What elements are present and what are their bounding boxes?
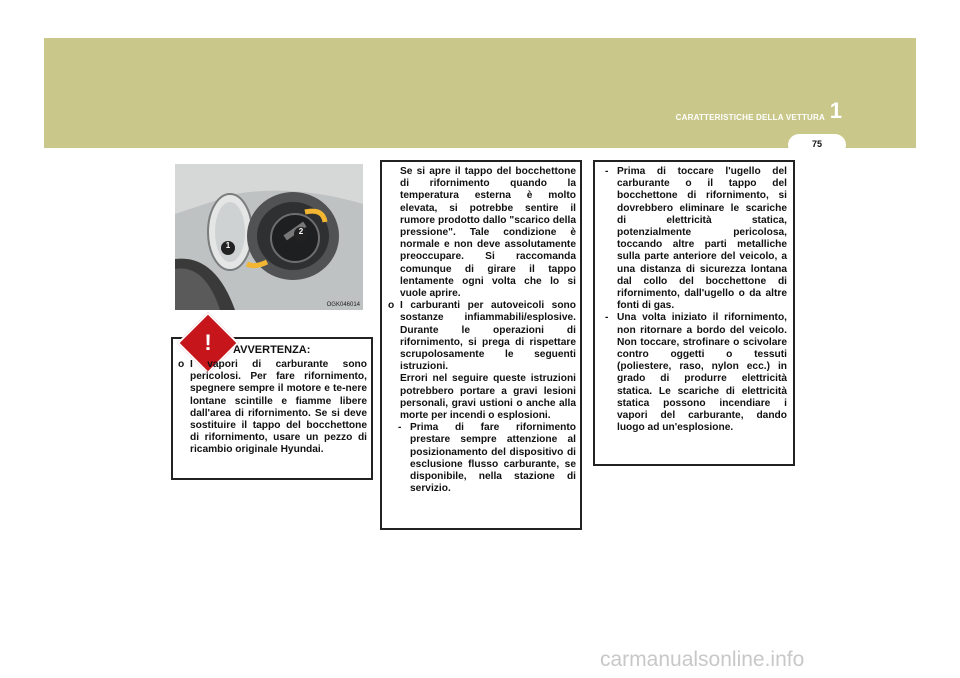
figure-code: OGK046014	[326, 302, 360, 308]
fuel-cap-photo	[175, 164, 363, 310]
dash-marker: -	[605, 312, 609, 324]
chapter-number: 1	[829, 98, 842, 123]
bullet-marker: o	[178, 359, 185, 370]
chapter-title: CARATTERISTICHE DELLA VETTURA	[675, 113, 825, 122]
middle-text-block	[388, 166, 576, 495]
middle-paragraph-3: Errori nel seguire queste istruzioni potrebbero portare a gravi lesioni personali, gravi ustioni o anche alla morte per incendi o esplosioni.	[400, 373, 576, 422]
middle-paragraph-4: Prima di fare rifornimento prestare sempre attenzione al posizionamento del dispositivo di esclusione flusso carburante, se disponibile, nella stazione di servizio.	[410, 422, 576, 495]
right-paragraph-2: Una volta iniziato il rifornimento, non ritornare a bordo del veicolo. Non toccare, strofinare o scivolare contro oggetti o tessuti (poliestere, raso, nylon ecc.) in grado di produrre elettricità statica. Le scariche di elettricità statica possono incendiare i vapori del carburante, dando luogo ad un'esplosione.	[617, 312, 787, 434]
warning-sign-icon: !	[177, 312, 239, 374]
middle-text-box	[380, 160, 582, 530]
middle-paragraph-2: I carburanti per autoveicoli sono sostanze infiammabili/esplosive. Durante le operazioni di rifornimento, si prega di rispettare scrupolosamente le seguenti istruzioni.	[400, 300, 576, 373]
right-paragraph-1: Prima di toccare l'ugello del carburante o il tappo del bocchettone di rifornimento, si dovrebbero eliminare le scariche di elettricità statica, potenzialmente pericolosa, toccando altre parti metalliche sulla parte anteriore del veicolo, a una distanza di sicurezza lontana dal collo del bocchettone di rifornimento, dall'ugello o da altre fonti di gas.	[617, 166, 787, 312]
page-number: 75	[811, 139, 822, 149]
warning-text: I vapori di carburante sono pericolosi. Per fare rifornimento, spegnere sempre il motore e te-nere lontane scintille e fiamme libere dall'area di rifornimento. Se si deve sostituire il tappo del bocchettone di rifornimento, usare un pezzo di ricambio originale Hyundai.	[190, 359, 367, 456]
header-band	[44, 38, 916, 148]
warning-text-block	[178, 359, 367, 457]
middle-paragraph-1: Se si apre il tappo del bocchettone di rifornimento quando la temperatura esterna è molto elevata, si potrebbe sentire il rumore prodotto dallo "scarico della pressione". Tale condizione è normale e non deve assolutamente preoccupare. Si raccomanda comunque di girare il tappo lentamente ogni volta che lo si vuole aprire.	[400, 166, 576, 300]
bullet-marker: o	[388, 300, 395, 312]
callout-2: 2	[298, 227, 304, 236]
warning-title: AVVERTENZA:	[233, 344, 311, 356]
right-text-box	[593, 160, 795, 466]
watermark: carmanualsonline.info	[600, 648, 805, 671]
fuel-cap-illustration	[175, 164, 363, 310]
dash-marker: -	[605, 166, 609, 177]
dash-marker: -	[398, 422, 402, 434]
page-tab	[788, 134, 846, 156]
callout-1: 1	[225, 241, 231, 250]
warning-box	[171, 330, 373, 480]
right-text-block	[603, 166, 787, 434]
